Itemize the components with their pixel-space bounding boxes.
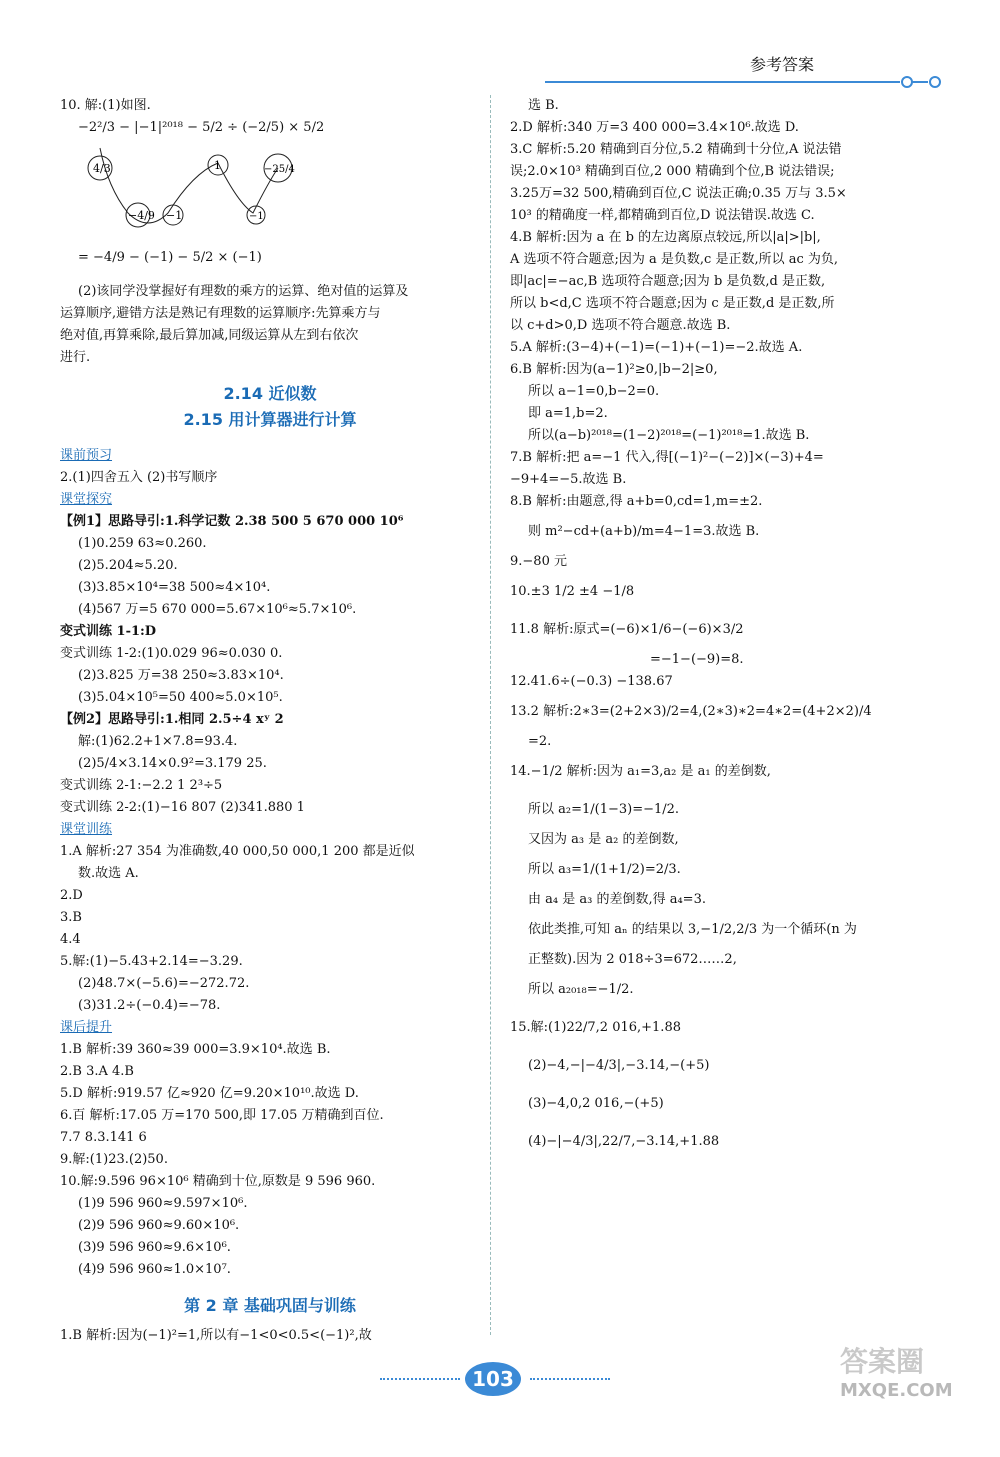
q10-diagram [78, 143, 318, 233]
after-line: 9.解:(1)23.(2)50. [60, 1152, 168, 1167]
answer-line: 则 m²−cd+(a+b)/m=4−1=3.故选 B. [528, 524, 760, 539]
q10-part2-line: 运算顺序,避错方法是熟记有理数的运算顺序:先算乘方与 [60, 306, 381, 321]
page-number-badge [380, 1360, 620, 1400]
class-line: 变式训练 2-1:−2.2 1 2³÷5 [60, 778, 223, 793]
diagram-node-2: 1 [214, 159, 221, 172]
train-line: (2)48.7×(−5.6)=−272.72. [78, 976, 250, 991]
answer-line: 所以 a₂=1/(1−3)=−1/2. [528, 802, 680, 817]
label-after-class: 课后提升 [60, 1020, 113, 1035]
answer-line: A 选项不符合题意;因为 a 是负数,c 是正数,所以 ac 为负, [510, 252, 839, 267]
preview-line: 2.(1)四舍五入 (2)书写顺序 [60, 470, 218, 485]
chapter-line: 1.B 解析:因为(−1)²=1,所以有−1<0<0.5<(−1)²,故 [60, 1328, 372, 1343]
answer-line: 10.±3 1/2 ±4 −1/8 [510, 584, 635, 599]
class-line: (1)0.259 63≈0.260. [78, 536, 207, 551]
train-line: 4.4 [60, 932, 81, 947]
after-line: 1.B 解析:39 360≈39 000=3.9×10⁴.故选 B. [60, 1042, 331, 1057]
answer-line: 误;2.0×10³ 精确到百位,2 000 精确到个位,B 说法错误; [510, 164, 835, 179]
header-decor-line [545, 72, 945, 92]
label-class: 课堂探究 [60, 492, 113, 507]
answer-line: 13.2 解析:2∗3=(2+2×3)/2=4,(2∗3)∗2=4∗2=(4+2×2)/4 [510, 704, 872, 719]
class-line: (2)3.825 万=38 250≈3.83×10⁴. [78, 668, 284, 683]
section-title: 2.15 用计算器进行计算 [183, 410, 357, 429]
class-line: 变式训练 1-2:(1)0.029 96≈0.030 0. [60, 646, 283, 661]
answer-line: −9+4=−5.故选 B. [510, 472, 627, 487]
diagram-node-5: −1 [166, 209, 183, 222]
page-number: 103 [465, 1362, 521, 1396]
answer-line: 9.−80 元 [510, 554, 567, 569]
answer-line: (2)−4,−|−4/3|,−3.14,−(+5) [528, 1058, 710, 1073]
answer-line: 由 a₄ 是 a₃ 的差倒数,得 a₄=3. [528, 892, 706, 907]
after-line: 5.D 解析:919.57 亿≈920 亿=9.20×10¹⁰.故选 D. [60, 1086, 359, 1101]
class-line: (2)5/4×3.14×0.9²=3.179 25. [78, 756, 267, 771]
train-line: (3)31.2÷(−0.4)=−78. [78, 998, 221, 1013]
answer-line: 选 B. [528, 98, 559, 113]
after-line: (4)9 596 960≈1.0×10⁷. [78, 1262, 231, 1277]
label-preview: 课前预习 [60, 448, 113, 463]
header-title: 参考答案 [750, 55, 815, 74]
answer-line: 11.8 解析:原式=(−6)×1/6−(−6)×3/2 [510, 622, 744, 637]
class-line: 解:(1)62.2+1×7.8=93.4. [78, 734, 238, 749]
answer-line: 12.41.6÷(−0.3) −138.67 [510, 674, 673, 689]
right-column [510, 95, 940, 1161]
train-line: 3.B [60, 910, 82, 925]
after-line: (2)9 596 960≈9.60×10⁶. [78, 1218, 240, 1233]
answer-line: 即 a=1,b=2. [528, 406, 608, 421]
q10-result: = −4/9 − (−1) − 5/2 × (−1) [78, 250, 262, 265]
column-divider [490, 95, 491, 1335]
answer-line: =2. [528, 734, 552, 749]
answer-line: 所以 a₃=1/(1+1/2)=2/3. [528, 862, 681, 877]
class-line: 变式训练 2-2:(1)−16 807 (2)341.880 1 [60, 800, 305, 815]
after-line: 7.7 8.3.141 6 [60, 1130, 147, 1145]
class-line: (3)3.85×10⁴=38 500≈4×10⁴. [78, 580, 271, 595]
answer-line: 10³ 的精确度一样,都精确到百位,D 说法错误.故选 C. [510, 208, 815, 223]
answer-line: 6.B 解析:因为(a−1)²≥0,|b−2|≥0, [510, 362, 718, 377]
answer-line: 依此类推,可知 aₙ 的结果以 3,−1/2,2/3 为一个循环(n 为 [528, 922, 857, 937]
answer-line: 3.25万=32 500,精确到百位,C 说法正确;0.35 万与 3.5× [510, 186, 847, 201]
answer-line: 14.−1/2 解析:因为 a₁=3,a₂ 是 a₁ 的差倒数, [510, 764, 771, 779]
answer-line: 5.A 解析:(3−4)+(−1)=(−1)+(−1)=−2.故选 A. [510, 340, 803, 355]
class-line: (3)5.04×10⁵=50 400≈5.0×10⁵. [78, 690, 283, 705]
after-line: (1)9 596 960≈9.597×10⁶. [78, 1196, 248, 1211]
class-line: (2)5.204≈5.20. [78, 558, 178, 573]
watermark-text: MXQE.COM [840, 1380, 953, 1401]
dots-right [530, 1378, 610, 1380]
answer-line: 4.B 解析:因为 a 在 b 的左边离原点较远,所以|a|>|b|, [510, 230, 821, 245]
q10-heading: 10. 解:(1)如图. [60, 98, 151, 113]
after-line: 6.百 解析:17.05 万=170 500,即 17.05 万精确到百位. [60, 1108, 384, 1123]
answer-line: (3)−4,0,2 016,−(+5) [528, 1096, 664, 1111]
answer-line: 7.B 解析:把 a=−1 代入,得[(−1)²−(−2)]×(−3)+4= [510, 450, 824, 465]
train-line: 1.A 解析:27 354 为准确数,40 000,50 000,1 200 都是近似 [60, 844, 415, 859]
class-line: 【例2】思路导引:1.相同 2.5÷4 xʸ 2 [60, 712, 284, 727]
answer-line: 所以(a−b)²⁰¹⁸=(1−2)²⁰¹⁸=(−1)²⁰¹⁸=1.故选 B. [528, 428, 810, 443]
q10-part2-line: (2)该同学没掌握好有理数的乘方的运算、绝对值的运算及 [78, 284, 409, 299]
diagram-node-1: 4/3 [93, 162, 111, 175]
dots-left [380, 1378, 460, 1380]
answer-line: 3.C 解析:5.20 精确到百分位,5.2 精确到十分位,A 说法错 [510, 142, 842, 157]
answer-line: 又因为 a₃ 是 a₂ 的差倒数, [528, 832, 679, 847]
diagram-node-3: −25/4 [264, 164, 295, 175]
class-line: (4)567 万=5 670 000=5.67×10⁶≈5.7×10⁶. [78, 602, 357, 617]
answer-line: 所以 a₂₀₁₈=−1/2. [528, 982, 634, 997]
answer-line: =−1−(−9)=8. [650, 652, 744, 667]
answer-line: 8.B 解析:由题意,得 a+b=0,cd=1,m=±2. [510, 494, 763, 509]
watermark-logo-icon: 答案圈 [840, 1345, 925, 1378]
class-line: 【例1】思路导引:1.科学记数 2.38 500 5 670 000 10⁶ [60, 514, 404, 529]
after-line: 10.解:9.596 96×10⁶ 精确到十位,原数是 9 596 960. [60, 1174, 376, 1189]
answer-line: (4)−|−4/3|,22/7,−3.14,+1.88 [528, 1134, 720, 1149]
diagram-node-4: −4/9 [128, 209, 155, 222]
after-line: (3)9 596 960≈9.6×10⁶. [78, 1240, 231, 1255]
left-column [60, 95, 480, 1347]
diagram-node-6: −1 [249, 211, 264, 222]
answer-line: 以 c+d>0,D 选项不符合题意.故选 B. [510, 318, 731, 333]
answer-line: 15.解:(1)22/7,2 016,+1.88 [510, 1020, 681, 1035]
answer-line: 所以 b<d,C 选项不符合题意;因为 c 是正数,d 是正数,所 [510, 296, 835, 311]
train-line: 2.D [60, 888, 83, 903]
train-line: 数.故选 A. [78, 866, 139, 881]
q10-expression: −2²/3 − |−1|²⁰¹⁸ − 5/2 ÷ (−2/5) × 5/2 [78, 120, 325, 135]
class-line: 变式训练 1-1:D [60, 624, 157, 639]
answer-line: 2.D 解析:340 万=3 400 000=3.4×10⁶.故选 D. [510, 120, 799, 135]
q10-part2-line: 进行. [60, 350, 91, 365]
answer-line: 所以 a−1=0,b−2=0. [528, 384, 660, 399]
chapter-title: 第 2 章 基础巩固与训练 [184, 1296, 356, 1315]
answer-line: 正整数).因为 2 018÷3=672……2, [528, 952, 737, 967]
train-line: 5.解:(1)−5.43+2.14=−3.29. [60, 954, 243, 969]
section-title: 2.14 近似数 [223, 384, 317, 403]
label-training: 课堂训练 [60, 822, 113, 837]
q10-part2-line: 绝对值,再算乘除,最后算加减,同级运算从左到右依次 [60, 328, 359, 343]
after-line: 2.B 3.A 4.B [60, 1064, 134, 1079]
answer-line: 即|ac|=−ac,B 选项符合题意;因为 b 是负数,d 是正数, [510, 274, 826, 289]
